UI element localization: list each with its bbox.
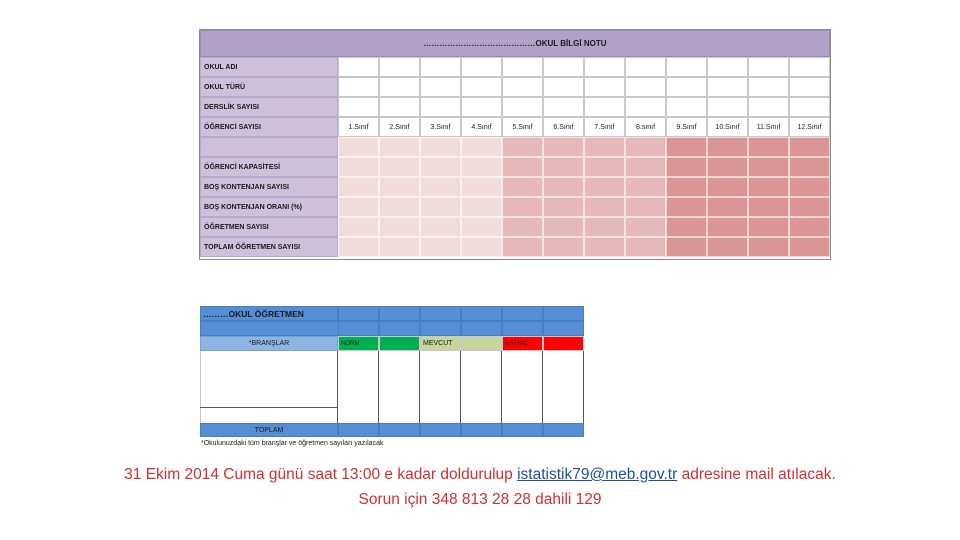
data-cell [584,137,625,157]
column-line [583,351,584,423]
data-cell [707,137,748,157]
data-cell [543,137,584,157]
data-cell [461,177,502,197]
data-cell [543,237,584,257]
data-cell [420,77,461,97]
ihtiyac-header: İHTİYAÇ [502,336,543,351]
header-cell [420,306,461,321]
data-cell [789,77,830,97]
data-cell [338,157,379,177]
grade-header: 10.Sınıf [707,117,748,137]
data-cell [625,217,666,237]
teacher-table-title: ………OKUL ÖĞRETMEN [200,306,338,321]
data-cell [502,217,543,237]
data-cell [379,237,420,257]
data-cell [502,157,543,177]
grade-header: 8.sınıf [625,117,666,137]
column-line [460,351,461,423]
data-cell [625,57,666,77]
data-cell [543,77,584,97]
data-cell [625,197,666,217]
header-cell [338,321,379,336]
data-cell [584,57,625,77]
data-cell [420,177,461,197]
header-cell [420,321,461,336]
data-cell [543,57,584,77]
data-cell [338,57,379,77]
row-label [200,137,338,157]
norm-header: NORM [338,336,379,351]
data-cell [338,237,379,257]
data-cell [789,97,830,117]
data-cell [707,157,748,177]
data-cell [502,177,543,197]
data-cell [379,197,420,217]
data-cell [666,157,707,177]
data-cell [502,77,543,97]
data-cell [461,57,502,77]
data-cell [584,197,625,217]
data-cell [420,57,461,77]
row-label: ÖĞRETMEN SAYISI [200,217,338,237]
data-cell [748,197,789,217]
data-cell [461,77,502,97]
row-label: ÖĞRENCİ KAPASİTESİ [200,157,338,177]
data-cell [625,157,666,177]
total-cell [379,423,420,437]
data-cell [584,177,625,197]
header-cell [379,321,420,336]
data-cell [584,97,625,117]
column-line [501,351,502,423]
total-cell [420,423,461,437]
data-cell [666,177,707,197]
data-cell [707,197,748,217]
data-cell [707,77,748,97]
grade-header: 7.Sınıf [584,117,625,137]
header-cell [543,306,584,321]
mevcut-header-fill [461,336,502,351]
data-cell [420,97,461,117]
data-cell [584,217,625,237]
grade-header: 1.Sınıf [338,117,379,137]
grade-header: 4.Sınıf [461,117,502,137]
data-cell [666,97,707,117]
grade-header: 12.Sınıf [789,117,830,137]
column-line [542,351,543,423]
data-cell [625,97,666,117]
data-cell [502,197,543,217]
data-cell [420,137,461,157]
row-label: DERSLİK SAYISI [200,97,338,117]
total-label: TOPLAM [200,423,338,437]
data-cell [379,157,420,177]
footnote: *Okulunuzdaki tüm branşlar ve öğretmen sayıları yazılacak [201,439,384,447]
data-cell [748,237,789,257]
data-cell [666,77,707,97]
data-cell [338,97,379,117]
data-cell [502,237,543,257]
data-cell [625,137,666,157]
data-cell [379,177,420,197]
header-cell [543,321,584,336]
data-cell [338,77,379,97]
column-line [419,351,420,423]
data-cell [789,217,830,237]
data-cell [502,137,543,157]
row-line [200,407,338,408]
header-cell [502,321,543,336]
data-cell [707,237,748,257]
data-cell [666,217,707,237]
data-cell [379,97,420,117]
table-title: ……………………………………OKUL BİLGİ NOTU [200,30,830,57]
row-label: TOPLAM ÖĞRETMEN SAYISI [200,237,338,257]
data-cell [379,77,420,97]
data-cell [707,97,748,117]
data-cell [789,57,830,77]
data-cell [748,97,789,117]
row-label: OKUL ADI [200,57,338,77]
total-cell [338,423,379,437]
grade-header: 11.Sınıf [748,117,789,137]
data-cell [420,197,461,217]
data-cell [748,77,789,97]
data-cell [543,157,584,177]
row-label: OKUL TÜRÜ [200,77,338,97]
teacher-body [200,351,584,423]
data-cell [625,177,666,197]
branch-header: *BRANŞLAR [200,336,338,351]
data-cell [461,217,502,237]
data-cell [748,217,789,237]
data-cell [748,157,789,177]
deadline-text: 31 Ekim 2014 Cuma günü saat 13:00 e kadar doldurulup [124,466,518,483]
data-cell [584,237,625,257]
data-cell [584,77,625,97]
data-cell [420,217,461,237]
data-cell [789,157,830,177]
column-line [378,351,379,423]
contact-notice: Sorun için 348 813 28 28 dahili 129 [358,491,602,508]
deadline-notice [0,466,960,484]
data-cell [625,237,666,257]
grade-header: 5.Sınıf [502,117,543,137]
data-cell [338,137,379,157]
data-cell [789,177,830,197]
data-cell [748,177,789,197]
data-cell [379,57,420,77]
data-cell [543,97,584,117]
data-cell [338,197,379,217]
row-label: BOŞ KONTENJAN SAYISI [200,177,338,197]
total-cell [543,423,584,437]
data-cell [461,157,502,177]
ihtiyac-header-fill [543,336,584,351]
email-link[interactable]: istatistik79@meb.gov.tr [517,466,678,483]
data-cell [584,157,625,177]
data-cell [543,177,584,197]
data-cell [543,197,584,217]
data-cell [461,197,502,217]
grade-header: 3.Sınıf [420,117,461,137]
data-cell [502,57,543,77]
header-cell [502,306,543,321]
data-cell [748,57,789,77]
row-label: BOŞ KONTENJAN ORANI (%) [200,197,338,217]
grade-header: 2.Sınıf [379,117,420,137]
data-cell [461,137,502,157]
data-cell [502,97,543,117]
data-cell [789,197,830,217]
data-cell [461,97,502,117]
data-cell [625,77,666,97]
data-cell [666,57,707,77]
data-cell [707,57,748,77]
header-cell [379,306,420,321]
header-cell [338,306,379,321]
data-cell [379,217,420,237]
data-cell [707,217,748,237]
data-cell [666,237,707,257]
norm-header-fill [379,336,420,351]
data-cell [789,137,830,157]
header-cell [461,321,502,336]
deadline-text-end: adresine mail atılacak. [677,466,836,483]
column-line [337,351,338,423]
data-cell [338,177,379,197]
total-cell [502,423,543,437]
header-cell [461,306,502,321]
data-cell [420,237,461,257]
grade-header: 6.Sınıf [543,117,584,137]
data-cell [707,177,748,197]
data-cell [338,217,379,237]
data-cell [666,197,707,217]
grade-header: 9.Sınıf [666,117,707,137]
data-cell [789,237,830,257]
mevcut-header: MEVCUT [420,336,461,351]
data-cell [543,217,584,237]
data-cell [748,137,789,157]
data-cell [420,157,461,177]
data-cell [666,137,707,157]
data-cell [379,137,420,157]
total-cell [461,423,502,437]
data-cell [461,237,502,257]
row-label: ÖĞRENCİ SAYISI [200,117,338,137]
